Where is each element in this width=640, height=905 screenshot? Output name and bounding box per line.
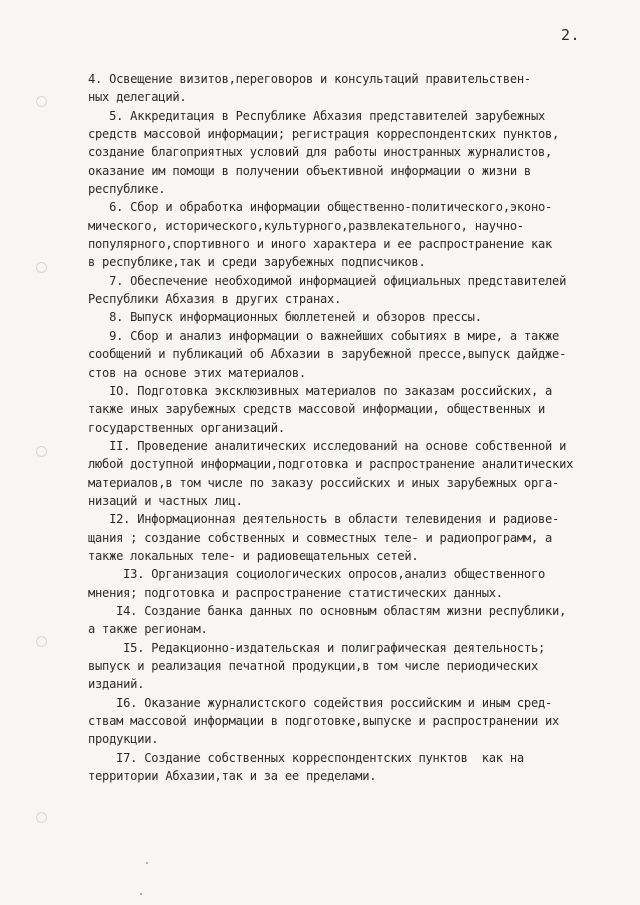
- punch-hole-mark: [36, 812, 47, 823]
- text-line: 5. Аккредитация в Республике Абхазия представителей зарубежных: [88, 108, 546, 123]
- punch-hole-mark: [36, 262, 47, 273]
- text-line: также локальных теле- и радиовещательных сетей.: [88, 548, 419, 563]
- text-line: 9. Сбор и анализ информации о важнейших событиях в мире, а также: [88, 328, 560, 343]
- numbered-paragraph: [88, 382, 613, 437]
- text-line: 8. Выпуск информационных бюллетеней и обзоров прессы.: [88, 310, 482, 325]
- text-line: сообщений и публикаций об Абхазии в зарубежной прессе,выпуск дайдже-: [88, 347, 567, 362]
- numbered-paragraph: [88, 749, 613, 786]
- text-line: мического, исторического,культурного,развлекательного, научно-: [88, 218, 524, 233]
- text-line: в республике,так и среди зарубежных подписчиков.: [88, 255, 426, 270]
- text-line: создание благоприятных условий для работы иностранных журналистов,: [88, 145, 553, 160]
- text-line: ствам массовой информации в подготовке,выпуске и распространении их: [88, 714, 560, 729]
- text-line: I5. Редакционно-издательская и полиграфическая деятельность;: [88, 640, 546, 655]
- text-line: изданий.: [88, 677, 145, 692]
- numbered-paragraph: [88, 437, 613, 510]
- page-number: 2.: [561, 26, 581, 44]
- paper-speck: [146, 862, 148, 864]
- numbered-paragraph: [88, 272, 613, 309]
- text-line: средств массовой информации; регистрация корреспондентских пунктов,: [88, 127, 560, 142]
- text-line: территории Абхазии,так и за ее пределами.: [88, 769, 377, 784]
- text-line: I6. Оказание журналистского содействия российским и иным сред-: [88, 695, 553, 710]
- numbered-paragraph: [88, 198, 613, 271]
- text-line: также иных зарубежных средств массовой информации, общественных и: [88, 402, 546, 417]
- numbered-paragraph: [88, 327, 613, 382]
- numbered-paragraph: [88, 565, 613, 602]
- text-line: а также регионам.: [88, 622, 208, 637]
- text-line: стов на основе этих материалов.: [88, 365, 306, 380]
- paper-speck: [140, 893, 142, 895]
- numbered-paragraph: [88, 510, 613, 565]
- text-line: Республики Абхазия в других странах.: [88, 292, 342, 307]
- punch-hole-mark: [36, 636, 47, 647]
- text-line: I3. Организация социологических опросов,анализ общественного: [88, 567, 546, 582]
- numbered-paragraph: [88, 308, 613, 326]
- text-line: материалов,в том числе по заказу российских и иных зарубежных орга-: [88, 475, 560, 490]
- text-line: выпуск и реализация печатной продукции,в том числе периодических: [88, 659, 538, 673]
- text-line: государственных организаций.: [88, 420, 285, 435]
- text-line: 4. Освещение визитов,переговоров и консультаций правительствен-: [88, 72, 531, 86]
- text-line: I7. Создание собственных корреспондентских пунктов как на: [88, 750, 524, 765]
- text-line: республике.: [88, 182, 166, 197]
- text-line: IO. Подготовка эксклюзивных материалов по заказам российских, а: [88, 383, 553, 398]
- text-line: 7. Обеспечение необходимой информацией официальных представителей: [88, 273, 567, 288]
- text-line: низаций и частных лиц.: [88, 493, 243, 508]
- text-line: популярного,спортивного и иного характера и ее распространение как: [88, 237, 553, 252]
- text-line: любой доступной информации,подготовка и распространение аналитических: [88, 457, 574, 472]
- numbered-paragraph: [88, 694, 613, 749]
- punch-hole-mark: [36, 96, 47, 107]
- text-line: щания ; создание собственных и совместных теле- и радиопрограмм, а: [88, 530, 553, 545]
- text-line: мнения; подготовка и распространение статистических данных.: [88, 585, 503, 600]
- text-line: продукции.: [88, 732, 159, 747]
- text-line: I2. Информационная деятельность в области телевидения и радиове-: [88, 512, 560, 527]
- numbered-paragraph: [88, 107, 613, 199]
- numbered-paragraph: [88, 602, 613, 639]
- text-line: ных делегаций.: [88, 90, 187, 105]
- document-body: [88, 70, 613, 785]
- text-line: 6. Сбор и обработка информации общественно-политического,эконо-: [88, 200, 553, 215]
- text-line: I4. Создание банка данных по основным областям жизни республики,: [88, 603, 567, 618]
- numbered-paragraph: [88, 639, 613, 694]
- numbered-paragraph: [88, 70, 613, 107]
- text-line: II. Проведение аналитических исследований на основе собственной и: [88, 438, 567, 453]
- text-line: оказание им помощи в получении объективной информации о жизни в: [88, 163, 531, 178]
- punch-hole-mark: [36, 446, 47, 457]
